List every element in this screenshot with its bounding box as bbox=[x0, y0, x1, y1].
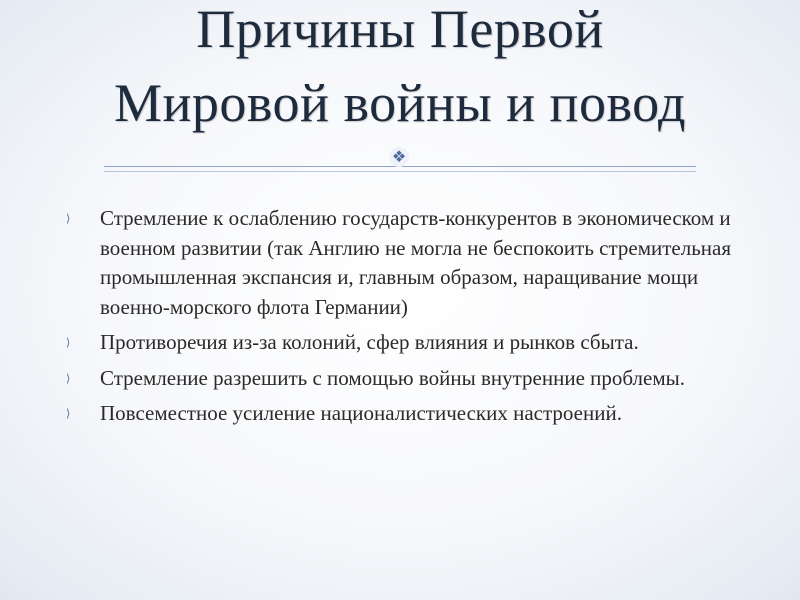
bullet-item bbox=[66, 399, 746, 429]
bullet-list bbox=[66, 204, 746, 435]
chevron-right-icon: ⟩ bbox=[66, 212, 71, 225]
bullet-text: Противоречия из-за колоний, сфер влияния и рынков сбыта. bbox=[100, 330, 639, 354]
bullet-text: Повсеместное усиление националистических настроений. bbox=[100, 401, 622, 425]
diamond-icon: ❖ bbox=[389, 147, 409, 167]
title-divider-bottom bbox=[104, 171, 696, 172]
chevron-right-icon: ⟩ bbox=[66, 371, 71, 385]
bullet-item bbox=[66, 204, 746, 322]
chevron-right-icon: ⟩ bbox=[66, 407, 71, 420]
bullet-text: Стремление разрешить с помощью войны внутренние проблемы. bbox=[100, 365, 686, 390]
bullet-item bbox=[66, 364, 746, 394]
bullet-text: Стремление к ослаблению государств-конкурентов в экономическом и военном развитии (так Англию не могла не беспокоить стремительная промышленная экспансия и, главным образом, наращивание мощи военно-морского флота Германии) bbox=[100, 206, 732, 319]
bullet-item bbox=[66, 328, 746, 358]
chevron-right-icon: ⟩ bbox=[66, 336, 71, 349]
slide-title: Причины Первой Мировой войны и повод bbox=[114, 0, 686, 133]
